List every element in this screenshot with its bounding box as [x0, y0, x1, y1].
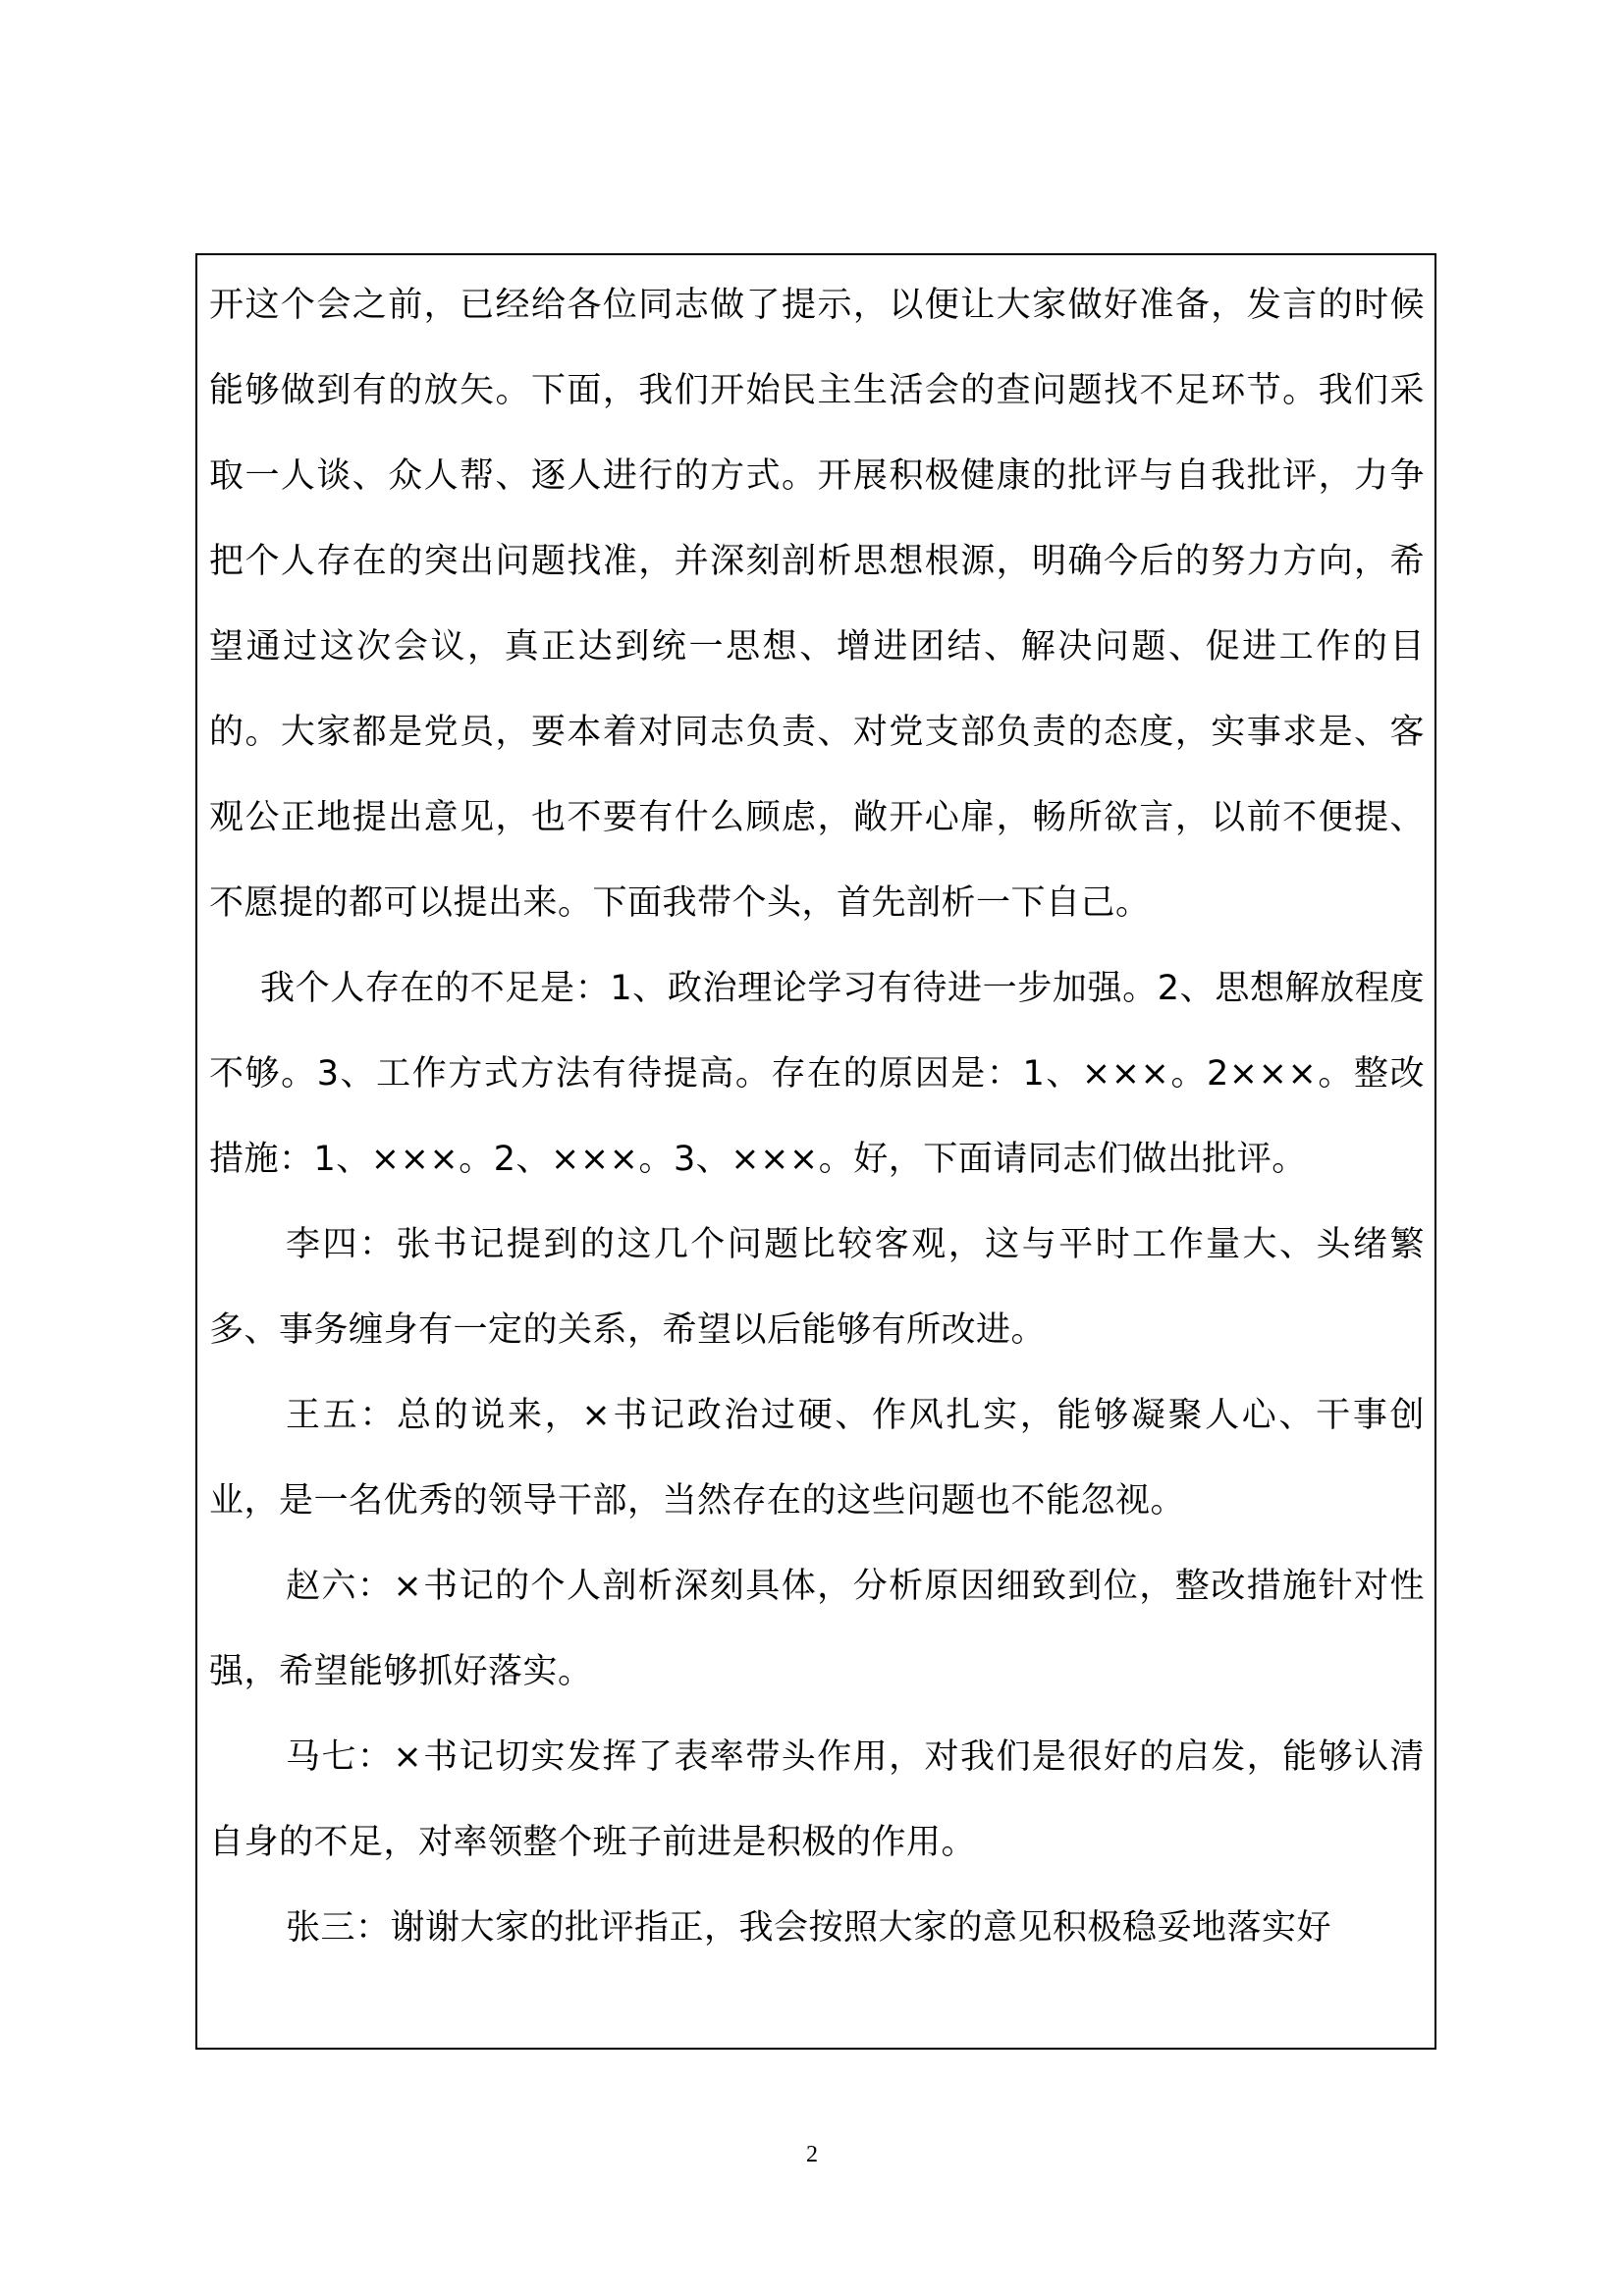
paragraph-opening-remarks: 开这个会之前，已经给各位同志做了提示，以便让大家做好准备，发言的时候能够做到有的放矢。下面，我们开始民主生活会的查问题找不足环节。我们采取一人谈、众人帮、逐人进行的方式。开展积极健康的批评与自我批评，力争把个人存在的突出问题找准，并深刻剖析思想根源，明确今后的努力方向，希望通过这次会议，真正达到统一思想、增进团结、解决问题、促进工作的目的。大家都是党员，要本着对同志负责、对党支部负责的态度，实事求是、客观公正地提出意见，也不要有什么顾虑，敞开心扉，畅所欲言，以前不便提、不愿提的都可以提出来。下面我带个头，首先剖析一下自己。: [209, 286, 1425, 923]
paragraph-comment-li-si: 李四：张书记提到的这几个问题比较客观，这与平时工作量大、头绪繁多、事务缠身有一定的关系，希望以后能够有所改进。: [209, 1225, 1425, 1350]
bordered-text-box: [195, 253, 1436, 2050]
paragraph-self-analysis: 我个人存在的不足是：1、政治理论学习有待进一步加强。2、思想解放程度不够。3、工作方式方法有待提高。存在的原因是：1、×××。2×××。整改措施：1、×××。2、×××。3、×××。好，下面请同志们做出批评。: [209, 969, 1425, 1179]
page-number: 2: [806, 2142, 818, 2167]
paragraph-comment-zhao-liu: 赵六：×书记的个人剖析深刻具体，分析原因细致到位，整改措施针对性强，希望能够抓好落实。: [209, 1567, 1425, 1691]
paragraph-comment-ma-qi: 马七：×书记切实发挥了表率带头作用，对我们是很好的启发，能够认清自身的不足，对率领整个班子前进是积极的作用。: [209, 1737, 1425, 1862]
paragraph-comment-wang-wu: 王五：总的说来，×书记政治过硬、作风扎实，能够凝聚人心、干事创业，是一名优秀的领导干部，当然存在的这些问题也不能忽视。: [209, 1396, 1425, 1521]
paragraph-response-zhang-san: 张三：谢谢大家的批评指正，我会按照大家的意见积极稳妥地落实好: [286, 1908, 1332, 1948]
text-body: [209, 263, 1425, 1971]
